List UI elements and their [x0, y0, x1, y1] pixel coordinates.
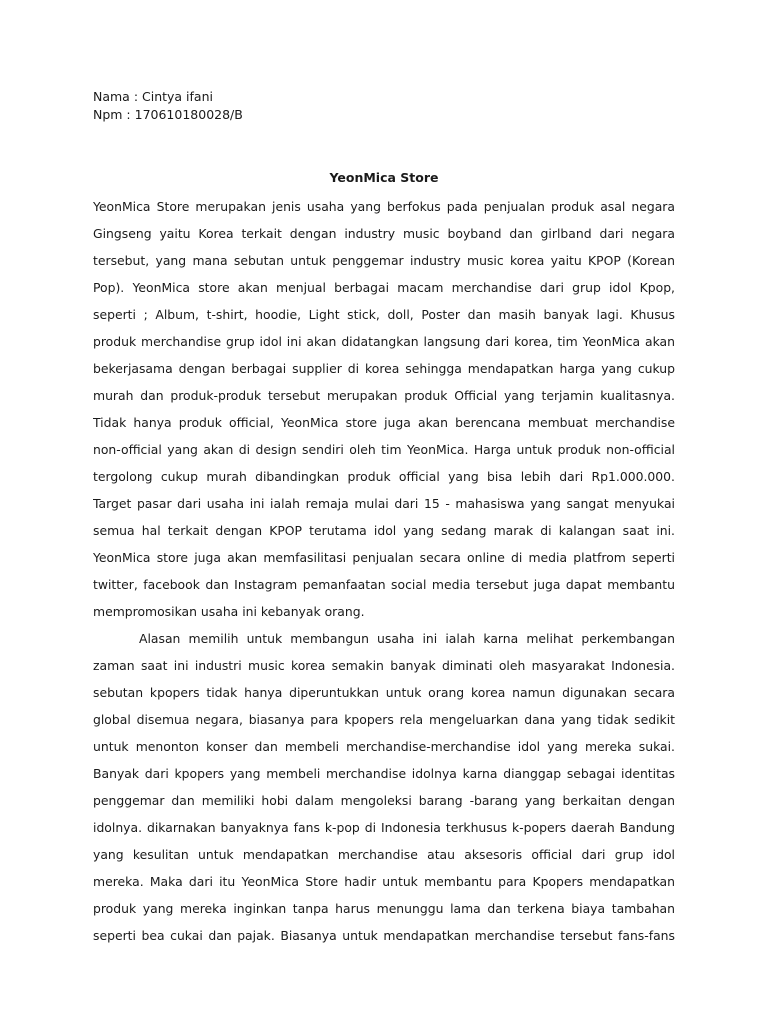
text-line: penggemar dan memiliki hobi dalam mengoleksi barang -barang yang berkaitan dengan: [93, 793, 675, 808]
text-line: semua hal terkait dengan KPOP terutama idol yang sedang marak di kalangan saat ini.: [93, 523, 675, 538]
text-line: produk yang mereka inginkan tanpa harus menunggu lama dan terkena biaya tambahan: [93, 901, 675, 916]
text-line: Tidak hanya produk official, YeonMica store juga akan berencana membuat merchandise: [93, 415, 675, 430]
author-header: [93, 88, 683, 124]
text-line: sebutan kpopers tidak hanya diperuntukkan untuk orang korea namun digunakan secara: [93, 685, 675, 700]
text-line: Target pasar dari usaha ini ialah remaja mulai dari 15 - mahasiswa yang sangat menyukai: [93, 496, 675, 511]
paragraph-1: [93, 193, 675, 625]
text-line: murah dan produk-produk tersebut merupakan produk Official yang terjamin kualitasnya.: [93, 388, 675, 403]
document-title: YeonMica Store: [329, 170, 439, 185]
text-line: global disemua negara, biasanya para kpopers rela mengeluarkan dana yang tidak sedikit: [93, 712, 675, 727]
text-line: non-official yang akan di design sendiri oleh tim YeonMica. Harga untuk produk non-official: [93, 442, 675, 457]
student-number: Npm : 170610180028/B: [93, 107, 243, 122]
text-line: produk merchandise grup idol ini akan didatangkan langsung dari korea, tim YeonMica akan: [93, 334, 675, 349]
text-line: twitter, facebook dan Instagram pemanfaatan social media tersebut juga dapat membantu: [93, 577, 675, 592]
text-line: YeonMica store juga akan memfasilitasi penjualan secara online di media platfrom seperti: [93, 550, 675, 565]
author-name: Nama : Cintya ifani: [93, 89, 213, 104]
text-line: zaman saat ini industri music korea semakin banyak diminati oleh masyarakat Indonesia.: [93, 658, 675, 673]
text-line: seperti ; Album, t-shirt, hoodie, Light stick, doll, Poster dan masih banyak lagi. Khusus: [93, 307, 675, 322]
text-line: idolnya. dikarnakan banyaknya fans k-pop di Indonesia terkhusus k-popers daerah Bandung: [93, 820, 675, 835]
text-line: Gingseng yaitu Korea terkait dengan industry music boyband dan girlband dari negara: [93, 226, 675, 241]
text-line: YeonMica Store merupakan jenis usaha yang berfokus pada penjualan produk asal negara: [93, 199, 675, 214]
paragraph-2: [93, 625, 675, 949]
text-line: seperti bea cukai dan pajak. Biasanya untuk mendapatkan merchandise tersebut fans-fans: [93, 928, 675, 943]
text-line: untuk menonton konser dan membeli merchandise-merchandise idol yang mereka sukai.: [93, 739, 675, 754]
text-line: bekerjasama dengan berbagai supplier di korea sehingga mendapatkan harga yang cukup: [93, 361, 675, 376]
text-line: Pop). YeonMica store akan menjual berbagai macam merchandise dari grup idol Kpop,: [93, 280, 675, 295]
text-line: tersebut, yang mana sebutan untuk penggemar industry music korea yaitu KPOP (Korean: [93, 253, 675, 268]
text-line: mempromosikan usaha ini kebanyak orang.: [93, 604, 365, 619]
text-line: mereka. Maka dari itu YeonMica Store hadir untuk membantu para Kpopers mendapatkan: [93, 874, 675, 889]
text-line: Banyak dari kpopers yang membeli merchandise idolnya karna dianggap sebagai identitas: [93, 766, 675, 781]
text-line: tergolong cukup murah dibandingkan produk official yang bisa lebih dari Rp1.000.000.: [93, 469, 675, 484]
text-line: yang kesulitan untuk mendapatkan merchandise atau aksesoris official dari grup idol: [93, 847, 675, 862]
text-line: Alasan memilih untuk membangun usaha ini ialah karna melihat perkembangan: [139, 631, 675, 646]
document-body: [93, 193, 675, 949]
